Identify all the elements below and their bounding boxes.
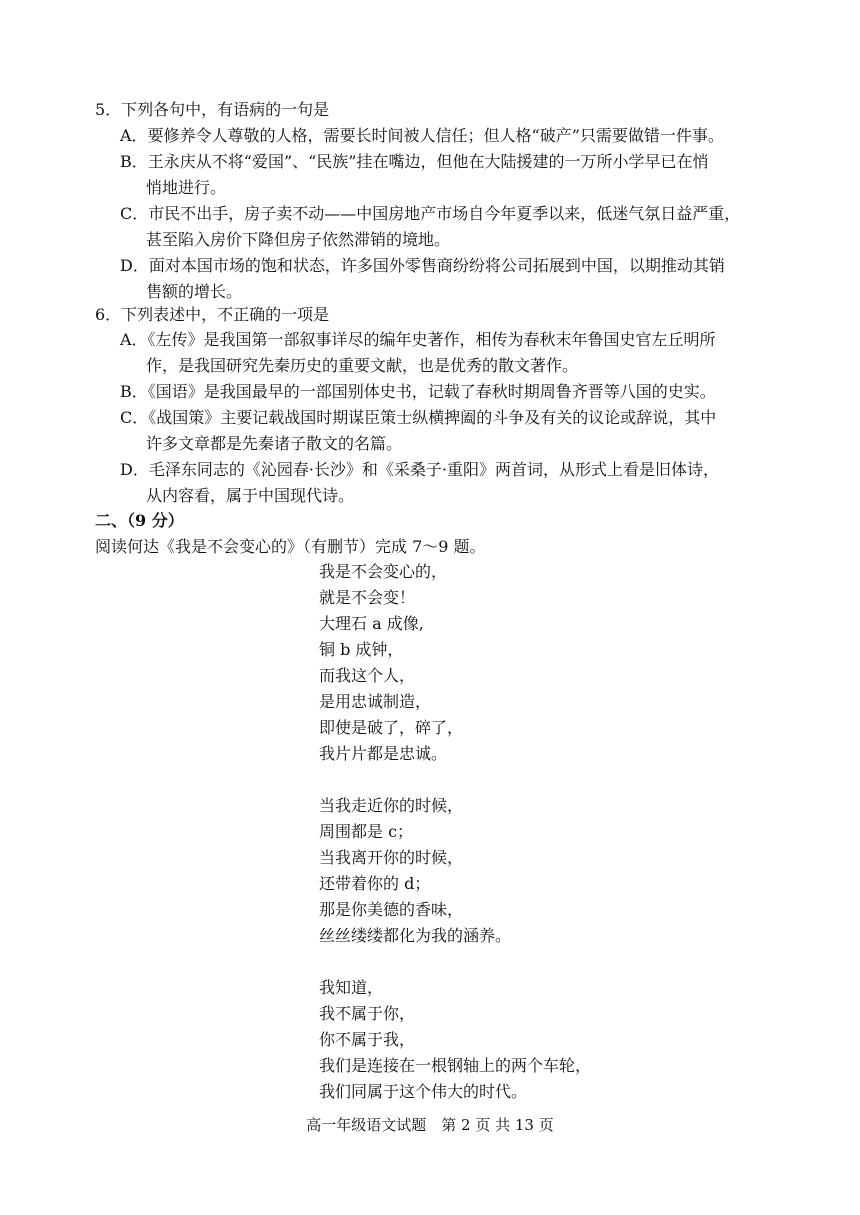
poem-line: 我知道， <box>319 978 384 997</box>
question-6-option-c: C．《战国策》主要记载战国时期谋臣策士纵横捭阖的斗争及有关的议论或辞说，其中 <box>120 408 717 427</box>
poem-line: 我们同属于这个伟大的时代。 <box>319 1082 528 1101</box>
poem-line: 我片片都是忠诚。 <box>319 744 448 763</box>
poem-line: 我们是连接在一根钢轴上的两个车轮， <box>319 1056 592 1075</box>
poem-line: 当我走近你的时候， <box>319 796 464 815</box>
question-6-option-b: B．《国语》是我国最早的一部国别体史书，记载了春秋时期周鲁齐晋等八国的史实。 <box>120 382 716 401</box>
question-6-option-d-cont: 从内容看，属于中国现代诗。 <box>146 486 355 505</box>
question-5-option-b: B．王永庆从不将“爱国”、“民族”挂在嘴边，但他在大陆援建的一万所小学早已在悄 <box>120 152 709 171</box>
poem-line: 而我这个人， <box>319 666 416 685</box>
poem-line: 我是不会变心的， <box>319 562 448 581</box>
question-6-option-c-cont: 许多文章都是先秦诸子散文的名篇。 <box>146 434 403 453</box>
question-5-option-d-cont: 售额的增长。 <box>146 282 243 301</box>
section-2-intro: 阅读何达《我是不会变心的》（有删节）完成 7～9 题。 <box>95 537 486 556</box>
poem-line: 就是不会变！ <box>319 588 416 607</box>
page-footer: 高一年级语文试题 第 2 页 共 13 页 <box>306 1116 554 1134</box>
poem-line: 大理石 a 成像, <box>319 614 424 633</box>
poem-line: 铜 b 成钟， <box>319 640 404 659</box>
poem-line: 是用忠诚制造， <box>319 692 432 711</box>
question-6-option-a-cont: 作，是我国研究先秦历史的重要文献，也是优秀的散文著作。 <box>146 356 579 375</box>
poem-line: 还带着你的 d； <box>319 874 431 893</box>
question-5-option-a: A．要修养令人尊敬的人格，需要长时间被人信任；但人格“破产”只需要做错一件事。 <box>120 126 724 145</box>
question-6-option-a: A．《左传》是我国第一部叙事详尽的编年史著作，相传为春秋末年鲁国史官左丘明所 <box>120 330 716 349</box>
poem-line: 我不属于你， <box>319 1004 416 1023</box>
question-6-stem: 6．下列表述中，不正确的一项是 <box>95 305 330 324</box>
poem-line: 那是你美德的香味， <box>319 900 464 919</box>
question-5-option-c-cont: 甚至陷入房价下降但房子依然滞销的境地。 <box>146 230 451 249</box>
section-2-heading: 二、（9 分） <box>95 511 184 530</box>
poem-line: 丝丝缕缕都化为我的涵养。 <box>319 926 512 945</box>
poem-line: 你不属于我， <box>319 1030 416 1049</box>
poem-line: 当我离开你的时候， <box>319 848 464 867</box>
question-5-option-b-cont: 悄地进行。 <box>146 178 227 197</box>
poem-line: 周围都是 c； <box>319 822 414 841</box>
question-5-stem: 5．下列各句中，有语病的一句是 <box>95 100 330 119</box>
question-5-option-d: D．面对本国市场的饱和状态，许多国外零售商纷纷将公司拓展到中国，以期推动其销 <box>120 256 725 275</box>
question-5-option-c: C．市民不出手，房子卖不动——中国房地产市场自今年夏季以来，低迷气氛日益严重， <box>120 204 741 223</box>
question-6-option-d: D．毛泽东同志的《沁园春·长沙》和《采桑子·重阳》两首词，从形式上看是旧体诗， <box>120 460 720 479</box>
poem-line: 即使是破了，碎了， <box>319 718 464 737</box>
